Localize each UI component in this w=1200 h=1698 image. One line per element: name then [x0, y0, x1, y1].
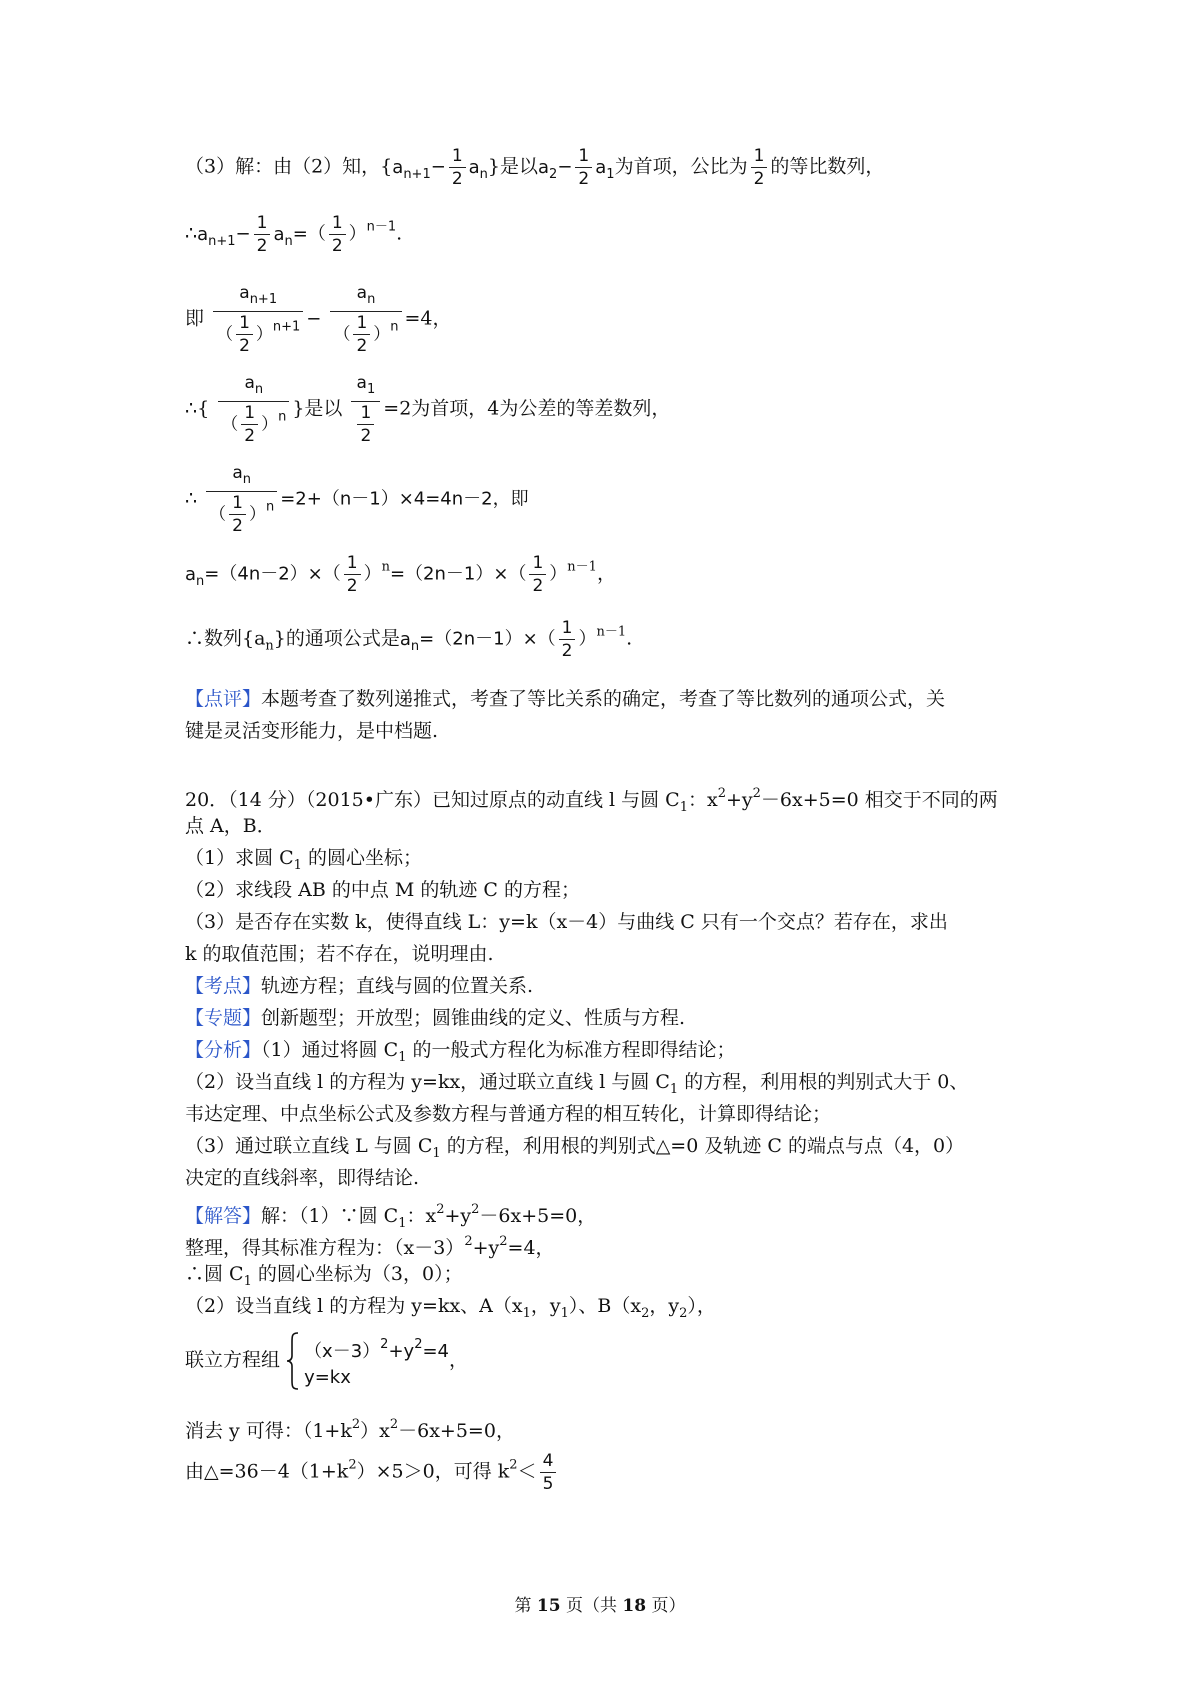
fraction: $\frac{1}{2}$ [449, 145, 466, 190]
jieda-line: 【解答】解：（1）∵圆 $C_1$：$x^2+y^2-6x+5=0$， [185, 1202, 597, 1231]
fraction: $\frac{1}{2}$ [236, 312, 253, 357]
equation-system-line: 联立方程组 $(x-3)^2+y^2=4$ y=kx ， [185, 1330, 1050, 1391]
fraction: $\frac{1}{2}$ [575, 145, 592, 190]
fraction: $\frac{1}{2}$ [529, 552, 546, 597]
tag-comment: 【点评】 [185, 688, 262, 710]
tag-jieda: 【解答】 [185, 1205, 262, 1227]
fenxi-line: 【分析】（1）通过将圆 $C_1$ 的一般式方程化为标准方程即得结论； [185, 1039, 736, 1065]
problem-line: （3）是否存在实数 k，使得直线 L：y=k（x－4）与曲线 C 只有一个交点？若存在，求出 [185, 911, 948, 933]
problem-line: （2）求线段 AB 的中点 M 的轨迹 C 的方程； [185, 879, 581, 901]
page-total: 18 [622, 1596, 647, 1616]
equation-line: $a_n=(4n-2)\times$（ $\frac{1}{2}$ ）$^n$=（2n－1）×（ $\frac{1}{2}$ ）$^{n-1}$， [185, 553, 616, 596]
fraction: $\frac{1}{2}$ [559, 617, 576, 662]
fraction: $a_{n+1}$ （ $\frac{1}{2}$ ）$^{n+1}$ [213, 282, 303, 357]
analysis-line: （3）通过联立直线 L 与圆 $C_1$ 的方程，利用根的判别式△=0 及轨迹 C 的端点与点（4，0） [185, 1135, 965, 1161]
solution-line: 消去 y 可得：$(1+k^2)x^2-6x+5=0$， [185, 1417, 515, 1442]
analysis-line: 韦达定理、中点坐标公式及参数方程与普通方程的相互转化，计算即得结论； [185, 1103, 832, 1125]
equation-line: 即 $a_{n+1}$ （ $\frac{1}{2}$ ）$^{n+1}$ − $a_n$ （ $\frac{1}{2}$ ）$^n$ =4， [185, 283, 452, 356]
solution-line: 整理，得其标准方程为：$(x-3)^2+y^2=4$， [185, 1234, 555, 1259]
fraction: $\frac{1}{2}$ [751, 145, 768, 190]
comment-line: 【点评】本题考查了数列递推式，考查了等比关系的确定，考查了等比数列的通项公式，关 [185, 688, 946, 710]
left-brace-icon [286, 1332, 300, 1390]
fraction: $\frac{1}{2}$ [344, 552, 361, 597]
tag-kaodian: 【考点】 [185, 975, 262, 997]
fraction: $\frac{1}{2}$ [329, 212, 346, 257]
problem-line: k 的取值范围；若不存在，说明理由. [185, 943, 494, 965]
fraction: $\frac{a_1}{\frac{1}{2}}$ [351, 372, 380, 447]
fraction: $\frac{4}{5}$ [540, 1450, 557, 1495]
problem-line: （1）求圆 $C_1$ 的圆心坐标； [185, 847, 422, 873]
fraction: $\frac{1}{2}$ [357, 402, 374, 447]
problem-line: 点 A，B． [185, 815, 276, 837]
equation-line: ∴{ $a_n$ （ $\frac{1}{2}$ ）$^n$ }是以 $\frac{a_1}{\frac{1}{2}}$ =2为首项，4为公差的等差数列， [185, 373, 671, 446]
solution-line: （2）设当直线 l 的方程为 y=kx、$A(x_1$，$y_1$）、$B(x_2$，$y_2$）， [185, 1295, 716, 1321]
fraction: $\frac{1}{2}$ [353, 312, 370, 357]
fraction: $\frac{1}{2}$ [254, 212, 271, 257]
solution-line: ∴圆 $C_1$ 的圆心坐标为（3，0）； [185, 1263, 463, 1289]
page-footer: 第 15 页（共 18 页） [514, 1596, 686, 1616]
kaodian-line: 【考点】轨迹方程；直线与圆的位置关系. [185, 975, 534, 997]
equation-line: ∴ $a_n$ （ $\frac{1}{2}$ ）$^n$ =2+（n－1）×4=4n－2，即 [185, 463, 529, 536]
equation-line: ∴数列$\{a_n\}$的通项公式是$a_n=(2n-1)\times$（ $\frac{1}{2}$ ）$^{n-1}$. [185, 618, 633, 661]
equation-line: $\therefore a_{n+1}-$ $\frac{1}{2}$ $a_n=$（ $\frac{1}{2}$ ）$^{n-1}$. [185, 213, 403, 256]
analysis-line: （2）设当直线 l 的方程为 y=kx，通过联立直线 l 与圆 $C_1$ 的方程，利用根的判别式大于 0、 [185, 1071, 969, 1097]
page-number: 15 [536, 1596, 561, 1616]
comment-line: 键是灵活变形能力，是中档题. [185, 720, 439, 742]
fraction: $a_n$ （ $\frac{1}{2}$ ）$^n$ [206, 462, 277, 537]
fraction: $a_n$ （ $\frac{1}{2}$ ）$^n$ [218, 372, 289, 447]
fraction: $a_n$ （ $\frac{1}{2}$ ）$^n$ [330, 282, 401, 357]
solution-part3-line1: （3）解：由（2）知，{$a_{n+1}-$ $\frac{1}{2}$ $a_n$}是以$a_2-$ $\frac{1}{2}$ $a_1$为首项，公比为 $\frac{1}{2}$ 的等比数列， [185, 146, 885, 189]
tag-fenxi: 【分析】 [185, 1039, 262, 1061]
problem-20-title: 20．（14 分）（2015•广东）已知过原点的动直线 l 与圆 $C_1$：$x^2+y^2-6x+5=0$ 相交于不同的两 [185, 786, 998, 815]
analysis-line: 决定的直线斜率，即得结论. [185, 1167, 420, 1189]
equation-system: $(x-3)^2+y^2=4$ y=kx [286, 1332, 449, 1391]
zhuanti-line: 【专题】创新题型；开放型；圆锥曲线的定义、性质与方程. [185, 1007, 686, 1029]
fraction: $\frac{1}{2}$ [229, 492, 246, 537]
solution-line: 由$\triangle=36-4(1+k^2)\times 5>0$，可得 $k^2<$ $\frac{4}{5}$ [185, 1450, 1050, 1495]
tag-zhuanti: 【专题】 [185, 1007, 262, 1029]
fraction: $\frac{1}{2}$ [241, 402, 258, 447]
